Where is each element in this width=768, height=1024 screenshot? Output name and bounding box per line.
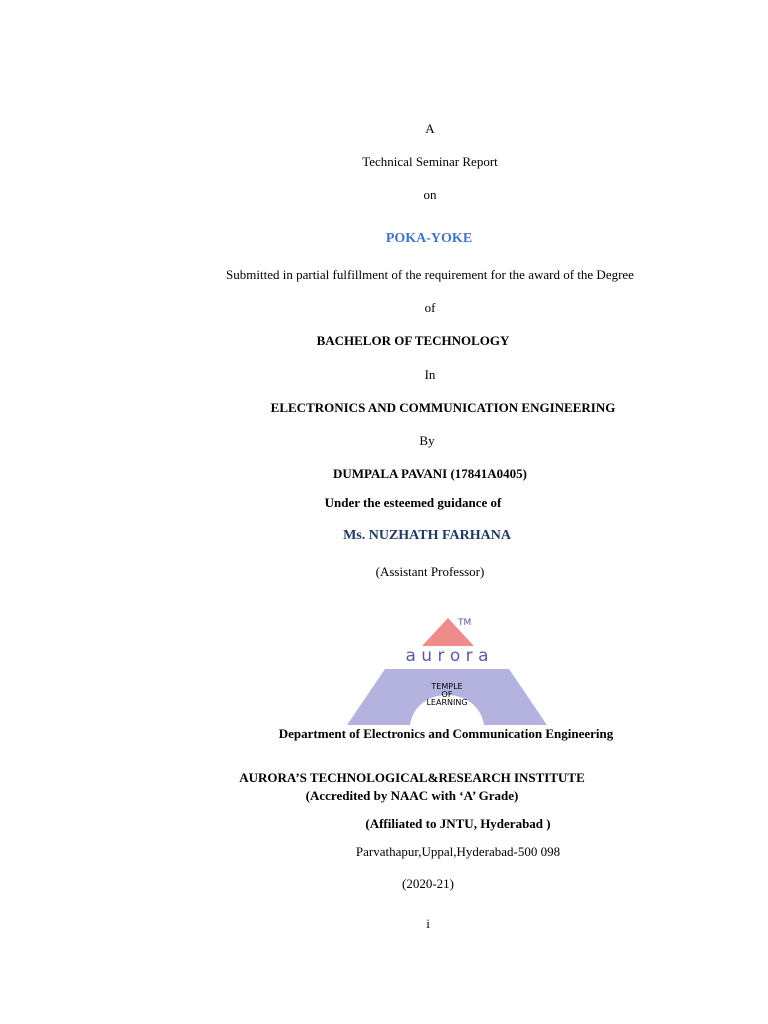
affiliation-text: (Affiliated to JNTU, Hyderabad ) [365,816,551,831]
article-a: A [425,121,435,136]
report-topic: POKA-YOKE [385,231,473,246]
logo-tagline-line2: OF [441,690,453,699]
submitted-text: Submitted in partial fulfillment of the requirement for the award of the Degree [226,267,634,282]
institute-address: Parvathapur,Uppal,Hyderabad-500 098 [355,844,561,859]
aurora-logo [340,612,554,728]
logo-tagline-line3: LEARNING [426,698,468,707]
department-name: Department of Electronics and Communication Engineering [278,726,614,741]
guidance-text: Under the esteemed guidance of [324,495,502,510]
degree-name: BACHELOR OF TECHNOLOGY [316,333,510,348]
logo-tagline-line1: TEMPLE [431,682,463,691]
on-text: on [423,187,437,202]
student-name: DUMPALA PAVANI (17841A0405) [332,466,528,481]
page-number: i [426,916,430,931]
guide-name: Ms. NUZHATH FARHANA [343,528,511,543]
report-type: Technical Seminar Report [362,154,498,169]
branch-name: ELECTRONICS AND COMMUNICATION ENGINEERING [270,400,616,415]
academic-year: (2020-21) [402,876,454,891]
accreditation-text: (Accredited by NAAC with ‘A’ Grade) [305,788,519,803]
in-text: In [424,367,436,382]
guide-title: (Assistant Professor) [375,564,485,579]
logo-trademark: TM [458,618,472,628]
institute-name: AURORA’S TECHNOLOGICAL&RESEARCH INSTITUTE [239,770,585,785]
logo-wordmark: a u r o r a [405,646,489,666]
by-text: By [419,433,435,448]
of-text: of [424,300,436,315]
